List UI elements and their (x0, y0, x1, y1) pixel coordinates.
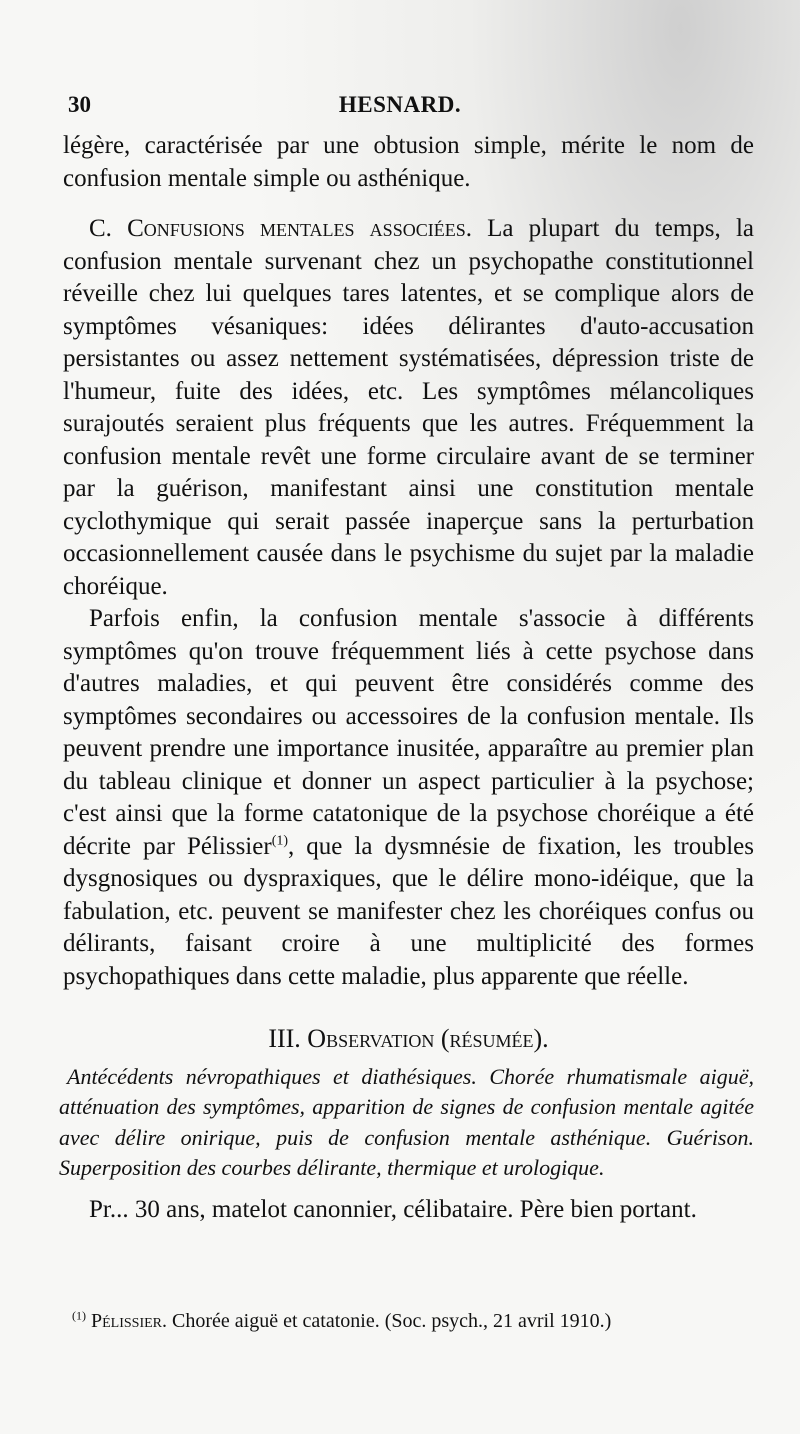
subsection-heading: C. Confusions mentales associées. (89, 215, 472, 242)
body-text (59, 130, 754, 1226)
paragraph-3-text-b: , que la dysmnésie de fixation, les troubles dysgnosiques ou dyspraxiques, que le délire mono-idéique, que la fabulation, etc. peuvent se manifester chez les choréiques confus ou délirants, faisant croire à une multiplicité des formes psychopathiques dans cette maladie, plus apparente que réelle. (63, 832, 754, 990)
page-number: 30 (68, 92, 91, 117)
footnote-text: Chorée aiguë et catatonie. (Soc. psych., 21 avril 1910.) (167, 1310, 612, 1332)
page-header (58, 88, 742, 122)
footnote-author: Pélissier. (91, 1310, 168, 1332)
footnote-reference[interactable]: (1) (271, 833, 289, 849)
observation-summary: Antécédents névropathiques et diathésiques. Chorée rhumatismale aiguë, atténuation des symptômes, apparition de signes de confusion mentale agitée avec délire onirique, puis de confusion mentale asthénique. Guérison. Superposition des courbes délirante, thermique et urologique. (59, 1063, 754, 1180)
paragraph-2 (63, 213, 754, 603)
paragraph-2-text: La plupart du temps, la confusion mentale survenant chez un psychopathe constitutionnel réveille chez lui quelques tares latentes, et se complique alors de symptômes vésaniques: idées délirantes d'auto-accusation persistantes ou assez nettement systématisées, dépression triste de l'humeur, fuite des idées, etc. Les symptômes mélancoliques surajoutés seraient plus fréquents que les autres. Fréquemment la confusion mentale revêt une forme circulaire avant de se terminer par la guérison, manifestant ainsi une constitution mentale cyclothymique qui serait passée inaperçue sans la perturbation occasionnellement causée dans le psychisme du sujet par la maladie choréique. (63, 215, 754, 600)
footnote (72, 1307, 752, 1335)
footnote-mark: (1) (72, 1308, 86, 1323)
paragraph-1-text: légère, caractérisée par une obtusion simple, mérite le nom de confusion mentale simple ou asthénique. (63, 132, 754, 192)
paragraph-3-text-a: Parfois enfin, la confusion mentale s'associe à différents symptômes qu'on trouve fréquemment liés à cette psychose dans d'autres maladies, et qui peuvent être considérés comme des symptômes secondaires ou accessoires de la confusion mentale. Ils peuvent prendre une importance inusitée, apparaître au premier plan du tableau clinique et donner un aspect particulier à la psychose; c'est ainsi que la forme catatonique de la psychose choréique a été décrite par Pélissier (63, 605, 754, 860)
paragraph-1 (63, 130, 754, 195)
observation-first-line: Pr... 30 ans, matelot canonnier, célibataire. Père bien portant. (89, 1195, 697, 1223)
running-head: HESNARD. (338, 92, 462, 117)
section-title: III. Observation (résumée). (268, 1024, 549, 1053)
paragraph-3 (63, 603, 754, 993)
